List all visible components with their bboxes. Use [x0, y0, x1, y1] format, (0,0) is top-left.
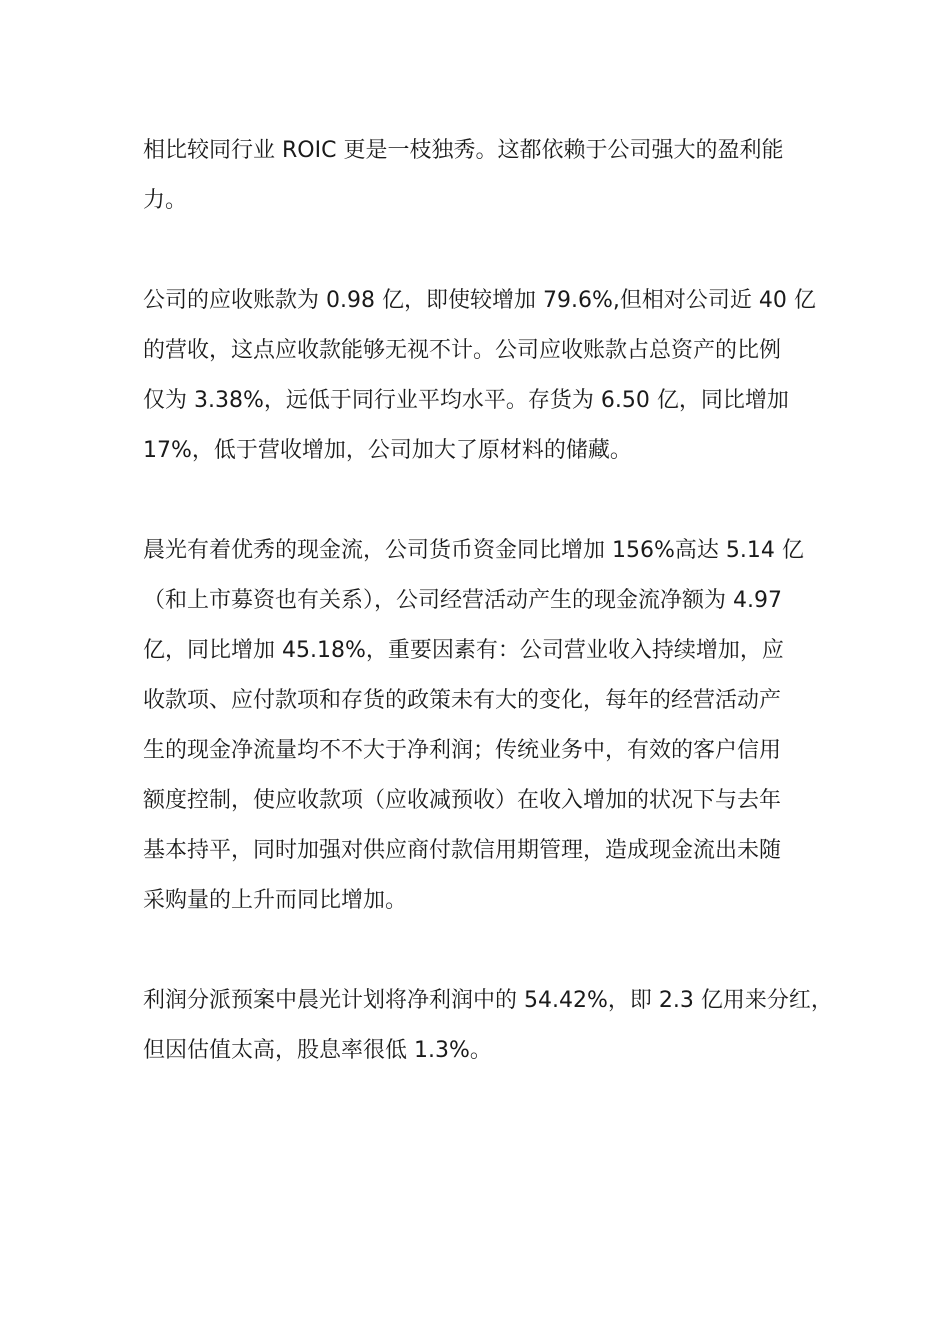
paragraph-dividend	[143, 976, 833, 1076]
text-line: 晨光有着优秀的现金流，公司货币资金同比增加 156%高达 5.14 亿	[143, 538, 804, 563]
document-body	[143, 126, 833, 1126]
text-line: 收款项、应付款项和存货的政策未有大的变化，每年的经营活动产	[143, 688, 782, 713]
text-line: 基本持平，同时加强对供应商付款信用期管理，造成现金流出未随	[143, 838, 782, 863]
text-line: 采购量的上升而同比增加。	[143, 888, 408, 913]
text-line: 仅为 3.38%，远低于同行业平均水平。存货为 6.50 亿，同比增加	[143, 388, 789, 413]
text-line: 公司的应收账款为 0.98 亿，即使较增加 79.6%,但相对公司近 40 亿	[143, 288, 816, 313]
text-line: 额度控制，使应收款项（应收减预收）在收入增加的状况下与去年	[143, 788, 782, 813]
text-line: 力。	[143, 188, 188, 213]
paragraph-cash-flow	[143, 526, 823, 926]
text-line: 17%，低于营收增加，公司加大了原材料的储藏。	[143, 438, 632, 463]
text-line: 利润分派预案中晨光计划将净利润中的 54.42%，即 2.3 亿用来分红，	[143, 988, 833, 1013]
text-line: 生的现金净流量均不不大于净利润；传统业务中，有效的客户信用	[143, 738, 782, 763]
text-line: （和上市募资也有关系），公司经营活动产生的现金流净额为 4.97	[143, 588, 782, 613]
text-line: 相比较同行业 ROIC 更是一枝独秀。这都依赖于公司强大的盈利能	[143, 138, 784, 163]
text-line: 但因估值太高，股息率很低 1.3%。	[143, 1038, 492, 1063]
paragraph-receivables	[143, 276, 823, 476]
paragraph-roic	[143, 126, 823, 226]
text-line: 的营收，这点应收款能够无视不计。公司应收账款占总资产的比例	[143, 338, 782, 363]
text-line: 亿，同比增加 45.18%，重要因素有：公司营业收入持续增加，应	[143, 638, 784, 663]
